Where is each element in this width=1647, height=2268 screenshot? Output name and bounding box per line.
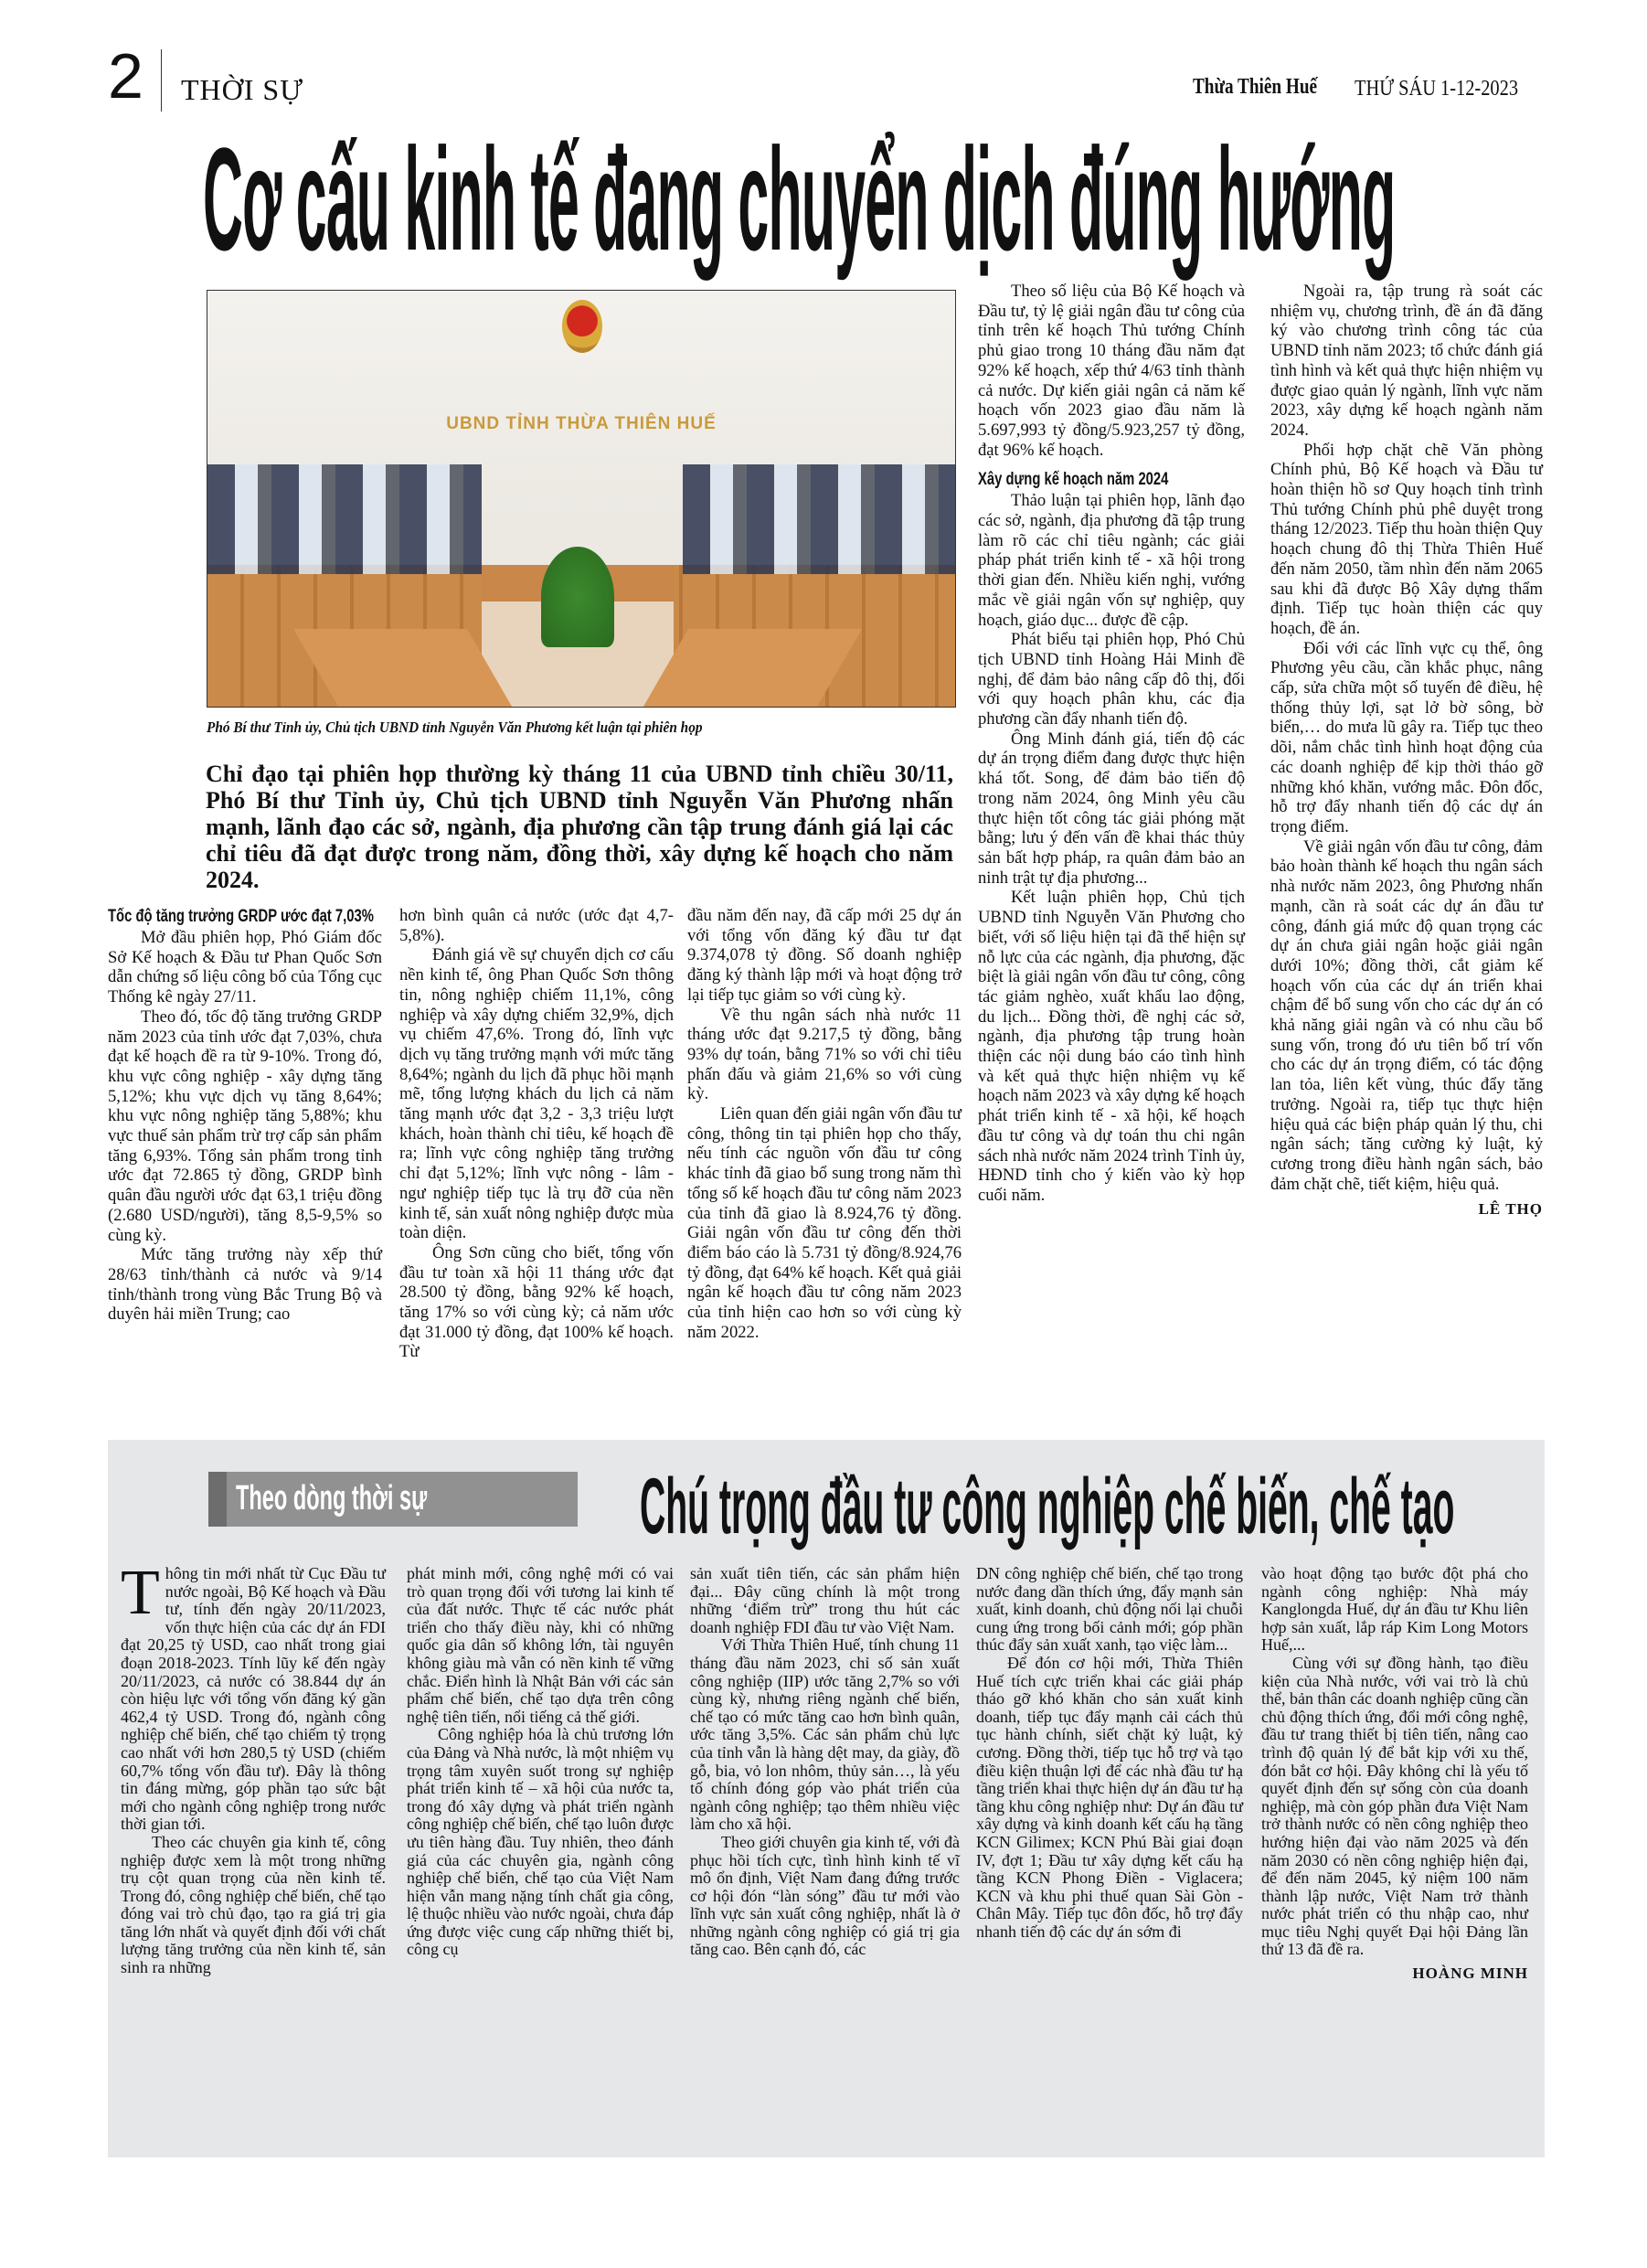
paragraph: Ông Sơn cũng cho biết, tổng vốn đầu tư toàn xã hội 11 tháng ước đạt 28.500 tỷ đồng, bằng 92% kế hoạch, tăng 17% so với cùng kỳ; cả năm ước đạt 31.000 tỷ đồng, đạt 100% kế hoạch. Từ	[399, 1242, 674, 1362]
paragraph: Thảo luận tại phiên họp, lãnh đạo các sở, ngành, địa phương đã tập trung làm rõ các chỉ tiêu ngành; các giải pháp phát triển kinh tế - xã hội trong thời gian đến. Nhiều kiến nghị, vướng mắc về giải ngân vốn sự nghiệp, quy hoạch, giáo dục... được đề cập.	[978, 491, 1245, 630]
section-label	[208, 1472, 578, 1527]
paragraph: Đối với các lĩnh vực cụ thể, ông Phương yêu cầu, cần khắc phục, nâng cấp, sửa chữa một số tuyến đê điều, hệ thống thủy lợi, sạt lở bờ sông, bờ biển,… do mưa lũ gây ra. Tiếp tục theo dõi, nắm chắc tình hình hoạt động của các doanh nghiệp để kịp thời tháo gỡ những khó khăn, vướng mắc. Đôn đốc, hỗ trợ đẩy nhanh tiến độ các dự án trọng điểm.	[1270, 638, 1543, 836]
paragraph: hơn bình quân cả nước (ước đạt 4,7-5,8%).	[399, 906, 674, 945]
paragraph: Về giải ngân vốn đầu tư công, đảm bảo hoàn thành kế hoạch thu ngân sách nhà nước năm 2023, ông Phương nhấn mạnh, cần rà soát các dự án đầu tư công, đánh giá mức độ quan trọng các dự án chưa giải ngân hoặc giải ngân dưới 10%; đồng thời, cắt giảm kế hoạch vốn của các dự án triển khai chậm để bổ sung vốn cho các dự án có khả năng giải ngân và có nhu cầu bổ sung vốn, trong đó ưu tiên bố trí vốn cho các dự án trọng điểm, có tác động lan tỏa, liên kết vùng, thúc đẩy tăng trưởng. Ngoài ra, tiếp tục thực hiện hiệu quả các biện pháp quản lý thu, chi ngân sách; tăng cường kỷ luật, kỷ cương trong điều hành ngân sách, bảo đảm chặt chẽ, tiết kiệm, hiệu quả.	[1270, 836, 1543, 1194]
article-photo	[207, 290, 956, 708]
paragraph: Cùng với sự đồng hành, tạo điều kiện của Nhà nước, với vai trò là chủ thể, bản thân các doanh nghiệp cũng cần chủ động thích ứng, đổi mới công nghệ, đầu tư trang thiết bị tiên tiến, nâng cao trình độ quản lý để bắt kịp với xu thế, đón bắt cơ hội. Đây không chỉ là yếu tố quyết định đến sự sống còn của doanh nghiệp, mà còn góp phần đưa Việt Nam trở thành nước có nền công nghiệp theo hướng hiện đại vào năm 2025 và đến năm 2030 có nền công nghiệp hiện đại, để đến năm 2045, kỷ niệm 100 năm thành lập nước, Việt Nam trở thành nước phát triển có thu nhập cao, như mục tiêu Nghị quyết Đại hội Đảng lần thứ 13 đã đề ra.	[1261, 1653, 1528, 1959]
subheading: Xây dựng kế hoạch năm 2024	[978, 470, 1169, 490]
article1-lower-left	[108, 761, 962, 1362]
paragraph: Theo giới chuyên gia kinh tế, với đà phục hồi tích cực, tình hình kinh tế vĩ mô ổn định, Việt Nam đang đứng trước cơ hội đón “làn sóng” đầu tư mới vào lĩnh vực sản xuất công nghiệp, nhất là ở những ngành công nghiệp có giá trị gia tăng cao. Bên cạnh đó, các	[690, 1832, 960, 1959]
paragraph: sản xuất tiên tiến, các sản phẩm hiện đại... Đây cũng chính là một trong những ‘điểm trừ” trong thu hút các doanh nghiệp FDI đầu tư vào Việt Nam.	[690, 1564, 960, 1636]
paragraph	[121, 1558, 386, 1834]
label-accent	[208, 1472, 227, 1527]
attendees-right	[683, 464, 955, 574]
page-number: 2	[108, 40, 143, 112]
paragraph: Theo các chuyên gia kinh tế, công nghiệp được xem là một trong những trụ cột quan trọng của nền kinh tế. Trong đó, công nghiệp chế biến, chế tạo đóng vai trò chủ đạo, tạo ra giá trị gia tăng lớn nhất và quyết định đối với chất lượng tăng trưởng của nền kinh tế, sản sinh ra những	[121, 1832, 386, 1977]
article2-headline: Chú trọng đầu tư công nghiệp chế biến, chế tạo	[640, 1463, 1455, 1550]
paragraph: đầu năm đến nay, đã cấp mới 25 dự án với tổng vốn đăng ký đầu tư đạt 9.374,078 tỷ đồng. Số doanh nghiệp đăng ký thành lập mới và hoạt động trở lại tiếp tục giảm so với cùng kỳ.	[687, 906, 962, 1005]
section-name: THỜI SỰ	[181, 73, 304, 106]
paragraph: Ông Minh đánh giá, tiến độ các dự án trọng điểm đang được thực hiện khá tốt. Song, để đảm bảo tiến độ trong năm 2024, ông Minh yêu cầu thực hiện tốt công tác giải phóng mặt bằng; lưu ý đến vấn đề khai thác thủy sản bất hợp pháp, ra quân đảm bảo an ninh trật tự địa phương...	[978, 729, 1245, 888]
photo-sign-text: UBND TỈNH THỪA THIÊN HUẾ	[446, 414, 717, 433]
paragraph: Mở đầu phiên họp, Phó Giám đốc Sở Kế hoạch & Đầu tư Phan Quốc Sơn dẫn chứng số liệu công bố của Tổng cục Thống kê ngày 27/11.	[108, 928, 382, 1007]
plant	[541, 547, 614, 647]
paragraph: Theo đó, tốc độ tăng trưởng GRDP năm 2023 của tỉnh ước đạt 7,03%, chưa đạt kế hoạch đề ra từ 9-10%. Trong đó, khu vực công nghiệp - xây dựng tăng 5,12%; khu vực dịch vụ tăng 8,64%; khu vực nông nghiệp tăng 5,88%; khu vực thuế sản phẩm trừ trợ cấp sản phẩm tăng 6,93%. Tổng sản phẩm trong tỉnh ước đạt 72.865 tỷ đồng, GRDP bình quân đầu người ước đạt 63,1 triệu đồng (2.680 USD/người), tăng 8,5-9,5% so cùng kỳ.	[108, 1006, 382, 1245]
paragraph: vào hoạt động tạo bước đột phá cho ngành công nghiệp: Nhà máy Kanglongda Huế, dự án đầu tư Khu liên hợp sản xuất, lắp ráp Kim Long Motors Huế,...	[1261, 1564, 1528, 1655]
article1-column-2	[399, 906, 674, 1362]
article1-lower-columns	[108, 906, 962, 1362]
paragraph: Công nghiệp hóa là chủ trương lớn của Đảng và Nhà nước, là một nhiệm vụ trọng tâm xuyên suốt trong sự nghiệp phát triển kinh tế – xã hội của nước ta, trong đó xây dựng và phát triển ngành công nghiệp chế biến, chế tạo luôn được ưu tiên hàng đầu. Tuy nhiên, theo đánh giá của các chuyên gia, ngành công nghiệp chế biến, chế tạo của Việt Nam hiện vẫn mang nặng tính chất gia công, lệ thuộc nhiều vào nước ngoài, chưa đáp ứng được việc cung cấp những thiết bị, công cụ	[407, 1725, 674, 1959]
article2-column-3	[690, 1565, 960, 1959]
section-label-text: Theo dòng thời sự	[236, 1479, 428, 1517]
article2-column-2	[407, 1565, 674, 1959]
paragraph: Để đón cơ hội mới, Thừa Thiên Huế tích cực triển khai các giải pháp tháo gỡ khó khăn cho sản xuất kinh doanh, tiếp tục đẩy mạnh cải cách thủ tục hành chính, siết chặt kỷ luật, kỷ cương. Đồng thời, tiếp tục hỗ trợ và tạo điều kiện thuận lợi để các nhà đầu tư hạ tầng triển khai thực hiện dự án đầu tư hạ tầng khu công nghiệp như: Dự án đầu tư xây dựng và kinh doanh kết cấu hạ tầng KCN Gilimex; KCN Phú Bài giai đoạn IV, đợt 1; Đầu tư xây dựng kết cấu hạ tầng KCN Phong Điền - Viglacera; KCN và khu phi thuế quan Sài Gòn - Chân Mây. Tiếp tục đôn đốc, hỗ trợ đẩy nhanh tiến độ các dự án sớm đi	[976, 1653, 1243, 1941]
article1-column-5	[1270, 282, 1543, 1219]
article2-column-4	[976, 1565, 1243, 1941]
article2-column-5	[1261, 1565, 1528, 1983]
paragraph: Về thu ngân sách nhà nước 11 tháng ước đạt 9.217,5 tỷ đồng, bằng 93% dự toán, bằng 71% so với chỉ tiêu phấn đấu và giảm 21,6% so với cùng kỳ.	[687, 1005, 962, 1104]
article1-column-1	[108, 906, 382, 1362]
paragraph: DN công nghiệp chế biến, chế tạo trong nước đang dần thích ứng, đẩy mạnh sản xuất, kinh doanh, chủ động nối lại chuỗi cung ứng trong bối cảnh mới; góp phần thúc đẩy sản xuất xanh, tạo việc làm...	[976, 1564, 1243, 1655]
paragraph: Liên quan đến giải ngân vốn đầu tư công, thông tin tại phiên họp cho thấy, nếu tính các nguồn vốn đầu tư công khác tỉnh đã giao bổ sung trong năm thì tổng số kế hoạch đầu tư công năm 2023 của tỉnh đã giao là 8.924,76 tỷ đồng. Giải ngân vốn đầu tư công đến thời điểm báo cáo là 5.731 tỷ đồng/8.924,76 tỷ đồng, đạt 64% kế hoạch. Kết quả giải ngân kế hoạch đầu tư công năm 2023 của tỉnh hiện cao hơn so với cùng kỳ năm 2022.	[687, 1104, 962, 1342]
article-headline: Cơ cấu kinh tế đang chuyển dịch đúng hướng	[203, 117, 1396, 281]
article2-column-1	[121, 1558, 386, 1977]
byline: HOÀNG MINH	[1412, 1965, 1528, 1983]
paragraph: Phát biểu tại phiên họp, Phó Chủ tịch UBND tỉnh Hoàng Hải Minh đề nghị, để đảm bảo nâng cấp đô thị, đối với quy hoạch phân khu, các địa phương cần đẩy nhanh tiến độ.	[978, 630, 1245, 729]
paragraph: Mức tăng trưởng này xếp thứ 28/63 tỉnh/thành cả nước và 9/14 tỉnh/thành trong vùng Bắc Trung Bộ và duyên hải miền Trung; cao	[108, 1245, 382, 1325]
newspaper-name: Thừa Thiên Huế	[1193, 75, 1318, 99]
national-emblem-icon	[562, 300, 602, 353]
paragraph: Ngoài ra, tập trung rà soát các nhiệm vụ, chương trình, đề án đã đăng ký vào chương trình công tác của UBND tỉnh năm 2023; tổ chức đánh giá tình hình và kết quả thực hiện nhiệm vụ được giao quản lý ngành, lĩnh vực năm 2023, xây dựng kế hoạch ngành năm 2024.	[1270, 282, 1543, 440]
header-divider	[161, 49, 162, 112]
byline: LÊ THỌ	[1478, 1200, 1543, 1219]
photo-caption: Phó Bí thư Tỉnh ủy, Chủ tịch UBND tỉnh Nguyễn Văn Phương kết luận tại phiên họp	[207, 719, 703, 736]
paragraph: Với Thừa Thiên Huế, tính chung 11 tháng đầu năm 2023, chỉ số sản xuất công nghiệp (IIP) ước tăng 2,7% so với cùng kỳ, nhưng riêng ngành chế biến, chế tạo có mức tăng cao hơn bình quân, ước tăng 3,5%. Các sản phẩm chủ lực của tỉnh vẫn là hàng dệt may, da giày, đồ gỗ, bia, vỏ lon nhôm, thủy sản…, là yếu tố chính đóng góp vào phát triển của ngành công nghiệp; tạo thêm nhiều việc làm cho xã hội.	[690, 1635, 960, 1834]
paragraph: Kết luận phiên họp, Chủ tịch UBND tỉnh Nguyễn Văn Phương cho biết, với số liệu hiện tại đã thể hiện sự nỗ lực của các ngành, địa phương, đặc biệt là giải ngân vốn đầu tư công, công tác giảm nghèo, xuất khẩu lao động, du lịch... Đồng thời, đề nghị các sở, ngành, địa phương tập trung hoàn thiện các nội dung báo cáo tình hình và kết quả thực hiện nhiệm vụ kế hoạch năm 2023 và xây dựng kế hoạch phát triển kinh tế - xã hội, kế hoạch đầu tư công và dự toán thu chi ngân sách nhà nước năm 2024 trình Tỉnh ủy, HĐND tỉnh cho ý kiến vào kỳ họp cuối năm.	[978, 888, 1245, 1205]
paragraph: Đánh giá về sự chuyển dịch cơ cấu nền kinh tế, ông Phan Quốc Sơn thông tin, nông nghiệp chiếm 11,1%, công nghiệp và xây dựng chiếm 32,9%, dịch vụ chiếm 47,6%. Trong đó, lĩnh vực dịch vụ tăng trưởng mạnh với mức tăng 8,64%; ngành du lịch đã phục hồi mạnh mẽ, tổng lượng khách du lịch cả năm tăng mạnh ước đạt 3,2 - 3,3 triệu lượt khách, hoàn thành chỉ tiêu, kế hoạch đề ra; lĩnh vực công nghiệp tăng trưởng chỉ đạt 5,12%; lĩnh vực nông - lâm - ngư nghiệp tiếp tục là trụ đỡ của nền kinh tế, sản xuất nông nghiệp được mùa toàn diện.	[399, 945, 674, 1243]
article-lead: Chỉ đạo tại phiên họp thường kỳ tháng 11 của UBND tỉnh chiều 30/11, Phó Bí thư Tỉnh ủy, Chủ tịch UBND tỉnh Nguyễn Văn Phương nhấn mạnh, lãnh đạo các sở, ngành, địa phương cần tập trung đánh giá lại các chỉ tiêu đã đạt được trong năm, đồng thời, xây dựng kế hoạch cho năm 2024.	[206, 761, 953, 893]
paragraph: phát minh mới, công nghệ mới có vai trò quan trọng đối với tương lai kinh tế của đất nước. Thực tế các nước phát triển cho thấy điều này, khi có những quốc gia dân số không lớn, tài nguyên không giàu mà vẫn có nền kinh tế vững chắc. Điển hình là Nhật Bản với các sản phẩm chế biến, chế tạo dựa trên công nghệ tiên tiến, nổi tiếng cả thế giới.	[407, 1564, 674, 1726]
paragraph: Theo số liệu của Bộ Kế hoạch và Đầu tư, tỷ lệ giải ngân đầu tư công của tỉnh trên kế hoạch Thủ tướng Chính phủ giao trong 10 tháng đầu năm đạt 92% kế hoạch, xếp thứ 4/63 tỉnh thành cả nước. Dự kiến giải ngân cả năm kế hoạch vốn 2023 giao đầu năm là 5.697,993 tỷ đồng/5.923,257 tỷ đồng, đạt 96% kế hoạch.	[978, 282, 1245, 460]
attendees-left	[207, 464, 482, 574]
issue-date: THỨ SÁU 1-12-2023	[1355, 77, 1519, 101]
paragraph-text: hông tin mới nhất từ Cục Đầu tư nước ngoài, Bộ Kế hoạch và Đầu tư, tính đến ngày 20/11/2023, vốn thực hiện của các dự án FDI đạt 20,25 tỷ USD, cao nhất trong giai đoạn 2018-2023. Tính lũy kế đến ngày 20/11/2023, cả nước có 38.844 dự án còn hiệu lực với tổng vốn đăng ký gần 462,4 tỷ USD. Trong đó, ngành công nghiệp chế biến, chế tạo chiếm tỷ trọng cao nhất với hơn 280,5 tỷ USD (chiếm 60,7% tổng vốn đầu tư). Đây là thông tin đáng mừng, góp phần tạo sức bật mới cho ngành công nghiệp trong nước thời gian tới.	[121, 1564, 386, 1834]
article1-column-3	[687, 906, 962, 1362]
subheading: Tốc độ tăng trưởng GRDP ước đạt 7,03%	[108, 907, 374, 926]
drop-cap: T	[121, 1558, 160, 1628]
article1-column-4	[978, 282, 1245, 1206]
paragraph: Phối hợp chặt chẽ Văn phòng Chính phủ, Bộ Kế hoạch và Đầu tư hoàn thiện hồ sơ Quy hoạch tỉnh trình Thủ tướng Chính phủ phê duyệt trong tháng 12/2023. Tiếp thu hoàn thiện Quy hoạch chung đô thị Thừa Thiên Huế đến năm 2050, tầm nhìn đến năm 2065 sau khi đã được Bộ Xây dựng thẩm định. Tiếp tục hoàn thiện các quy hoạch, đề án.	[1270, 440, 1543, 638]
